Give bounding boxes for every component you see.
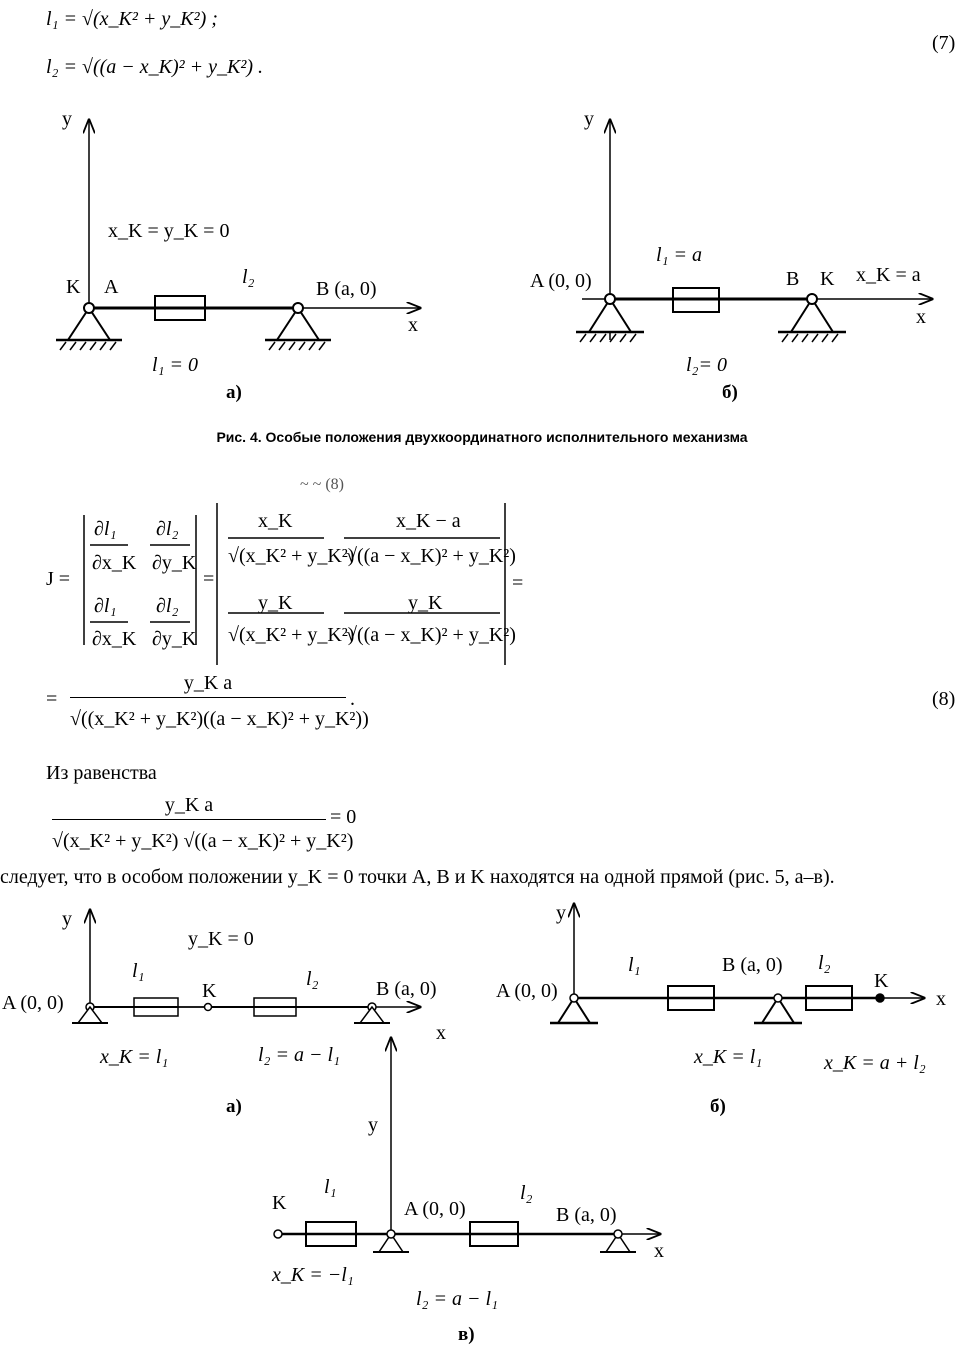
m11-num: x_K [258,510,293,532]
joint-a [605,294,615,304]
fig5b-x: x [936,988,946,1010]
fig5a-a: A (0, 0) [2,992,64,1014]
fig5b-y: y [556,902,566,924]
fig4b-l2-label: l₂= 0 [686,354,728,376]
dxk-a: ∂x_K [92,552,137,574]
m12-den: √((a − x_K)² + y_K²) [346,545,516,567]
eq7-line2: l₂ = √((a − x_K)² + y_K²) . [46,56,264,78]
fig4b-y-label: y [584,108,594,130]
fig4b-a-label: A (0, 0) [530,270,592,292]
result-denominator: √((x_K² + y_K²)((a − x_K)² + y_K²)) [70,708,369,730]
fig5c-y: y [368,1114,378,1136]
figure-4b-diagram [576,120,932,342]
dl2-a: ∂l₂ [156,518,179,540]
jacobian-symbol: J = [46,568,71,590]
fig4a-y-label: y [62,108,72,130]
result-numerator: y_K a [70,672,346,698]
fig5b-xk1: x_K = l₁ [694,1046,763,1068]
fig5a-k: K [202,980,217,1002]
zero-numerator: y_K a [52,794,326,820]
m11-den: √(x_K² + y_K²) [228,545,355,567]
dl1-a: ∂l₁ [94,518,117,540]
joint-b [807,294,817,304]
fig5b-l1: l₁ [628,954,641,976]
fig4a-l2-label: l₂ [242,266,255,288]
fig5b-xk2: x_K = a + l₂ [824,1052,926,1074]
fig5a-yk: y_K = 0 [188,928,254,950]
fig5a-l1: l₁ [132,960,145,982]
fig4a-b-label: B (a, 0) [316,278,377,300]
fig5c-caption-label: в) [458,1324,475,1345]
fig5a-l2: l₂ [306,968,319,990]
m22-num: y_K [408,592,443,614]
eq8-partial-header: ~ ~ (8) [300,476,344,493]
m21-den: √(x_K² + y_K²) [228,624,355,646]
figure-4-caption: Рис. 4. Особые положения двухкоординатного исполнительного механизма [216,429,748,445]
eq8-number: (8) [932,688,956,710]
fig5c-xk: x_K = −l₁ [272,1264,354,1286]
follows-text: следует, что в особом положении y_K = 0 точки A, B и K находятся на одной прямой (рис. 5, а–в). [0,866,835,888]
fig5b-b: B (a, 0) [722,954,783,976]
fig5b-caption-label: б) [710,1096,726,1117]
eq-sign-2: = [512,572,524,594]
fig5b-l2: l₂ [818,952,831,974]
dl2-b: ∂l₂ [156,595,179,617]
fig5a-xk: x_K = l₁ [100,1046,169,1068]
fig4a-k-label: K [66,276,81,298]
fig4a-caption-label: а) [226,382,242,403]
fig5b-k: K [874,970,889,992]
from-equality-text: Из равенства [46,762,157,784]
eq7-line1: l₁ = √(x_K² + y_K²) ; [46,8,218,30]
m12-num: x_K − a [396,510,461,532]
fig5a-y: y [62,908,72,930]
dxk-b: ∂x_K [92,628,137,650]
dyk-a: ∂y_K [152,552,197,574]
joint-a [84,303,94,313]
fig5c-l2: l₂ [520,1182,533,1204]
eq7-number: (7) [932,32,956,54]
fig5c-l2eq: l₂ = a − l₁ [416,1288,499,1310]
jacobian-brackets [0,495,964,675]
figure-5 [0,890,964,1270]
m22-den: √((a − x_K)² + y_K²) [346,624,516,646]
fig4a-x-label: x [408,314,418,336]
fig4b-k-label: K [820,268,835,290]
fig5c-l1: l₁ [324,1176,337,1198]
eq-sign-1: = [203,568,215,590]
fig5a-x: x [436,1022,446,1044]
fig4b-b-label: B [786,268,800,290]
fig4a-a-label: A [104,276,119,298]
fig4b-xk-label: x_K = a [856,264,921,286]
zero-rhs: = 0 [330,806,357,828]
fig5c-b: B (a, 0) [556,1204,617,1226]
fig5a-l2eq: l₂ = a − l₁ [258,1044,341,1066]
fig5c-k: K [272,1192,287,1214]
fig5a-b: B (a, 0) [376,978,437,1000]
fig4a-condition: x_K = y_K = 0 [108,220,230,242]
joint-b [293,303,303,313]
fig4b-caption-label: б) [722,382,738,403]
eq-sign-3: = [46,688,58,710]
fig4b-x-label: x [916,306,926,328]
fig5c-a: A (0, 0) [404,1198,466,1220]
zero-denominator: √(x_K² + y_K²) √((a − x_K)² + y_K²) [52,830,354,852]
figure-4 [0,100,964,420]
fig4b-l1-label: l₁ = a [656,244,703,266]
fig5a-caption-label: а) [226,1096,242,1117]
fig4a-l1-label: l₁ = 0 [152,354,199,376]
figure-5a-diagram [72,910,420,1023]
fig5c-x: x [654,1240,664,1262]
dyk-b: ∂y_K [152,628,197,650]
m21-num: y_K [258,592,293,614]
fig5b-a: A (0, 0) [496,980,558,1002]
dl1-b: ∂l₁ [94,595,117,617]
